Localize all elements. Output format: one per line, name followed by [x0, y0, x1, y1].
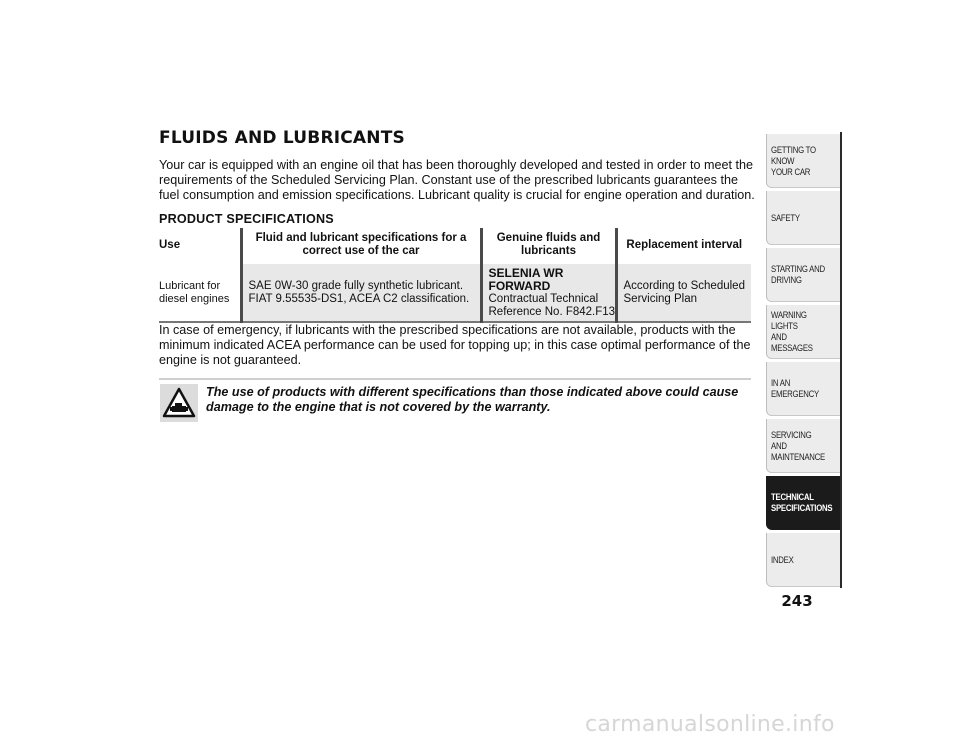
- engine-warning-icon: [160, 384, 198, 422]
- warning-line: damage to the engine that is not covered by the warranty.: [206, 400, 551, 414]
- product-specifications-heading: PRODUCT SPECIFICATIONS: [159, 212, 334, 226]
- tab-servicing-and-maintenance[interactable]: [766, 419, 840, 473]
- emergency-line: engine is not guaranteed.: [159, 353, 302, 367]
- warning-line: The use of products with different specifications than those indicated above could cause: [206, 385, 739, 399]
- tab-label: STARTING AND DRIVING: [771, 264, 825, 286]
- tab-label: SERVICING AND MAINTENANCE: [771, 429, 826, 463]
- tab-safety[interactable]: [766, 191, 840, 245]
- tab-label: WARNING LIGHTS AND MESSAGES: [771, 310, 813, 354]
- cell-line: Servicing Plan: [623, 292, 698, 305]
- cell-line: Lubricant for: [159, 279, 221, 292]
- tab-starting-and-driving[interactable]: [766, 248, 840, 302]
- cell-line: SAE 0W-30 grade fully synthetic lubricant.: [248, 279, 464, 292]
- header-replacement-interval: Replacement interval: [616, 228, 751, 263]
- table-row: [159, 263, 751, 322]
- cell-line: Reference No. F842.F13: [488, 305, 616, 318]
- tab-label: IN AN EMERGENCY: [771, 378, 819, 400]
- section-title: FLUIDS AND LUBRICANTS: [159, 128, 405, 148]
- cell-line: Contractual Technical: [488, 292, 599, 305]
- tab-warning-lights-and-messages[interactable]: [766, 305, 840, 359]
- warning-triangle-icon: [160, 384, 198, 422]
- intro-paragraph: [159, 158, 755, 203]
- cell-line: According to Scheduled: [623, 279, 745, 292]
- cell-line: FIAT 9.55535-DS1, ACEA C2 classification.: [248, 292, 470, 305]
- cell-use: [159, 263, 241, 322]
- emergency-line: In case of emergency, if lubricants with the prescribed specifications are not available, products with the: [159, 323, 736, 337]
- tab-label: SAFETY: [771, 212, 800, 224]
- warning-text: [206, 385, 746, 415]
- cell-fluid-spec: [241, 263, 481, 322]
- header-use: Use: [159, 238, 181, 251]
- product-name-line: FORWARD: [488, 278, 551, 293]
- cell-replacement-interval: [616, 263, 751, 322]
- header-genuine-fluids: Genuine fluids and lubricants: [481, 228, 616, 263]
- tab-index[interactable]: [766, 533, 840, 587]
- emergency-paragraph: [159, 323, 751, 368]
- intro-line: Your car is equipped with an engine oil that has been thoroughly developed and tested in order to meet the: [159, 158, 753, 172]
- table-header-row: [159, 228, 751, 263]
- header-fluid-spec: Fluid and lubricant specifications for a correct use of the car: [241, 228, 481, 263]
- tab-label: GETTING TO KNOW YOUR CAR: [771, 144, 816, 178]
- emergency-line: minimum indicated ACEA performance can be used for topping up; in this case optimal performance of the: [159, 338, 751, 352]
- cell-genuine-fluids: [481, 263, 616, 322]
- intro-line: fuel consumption and emission specifications. Lubricant quality is crucial for engine operation and duration.: [159, 188, 755, 202]
- page-number: 243: [781, 592, 813, 610]
- product-name-line: SELENIA WR: [488, 265, 564, 280]
- tab-label: INDEX: [771, 554, 794, 566]
- tab-edge-divider: [840, 132, 842, 588]
- cell-line: diesel engines: [159, 292, 230, 305]
- tab-label: TECHNICAL SPECIFICATIONS: [771, 492, 833, 514]
- tab-getting-to-know-your-car[interactable]: [766, 134, 840, 188]
- warning-divider: [159, 378, 751, 380]
- specifications-table: [159, 228, 751, 323]
- tab-in-an-emergency[interactable]: [766, 362, 840, 416]
- intro-line: requirements of the Scheduled Servicing Plan. Constant use of the prescribed lubricants guarantees the: [159, 173, 738, 187]
- tab-technical-specifications[interactable]: [766, 476, 840, 530]
- watermark: carmanualsonline.info: [585, 712, 835, 737]
